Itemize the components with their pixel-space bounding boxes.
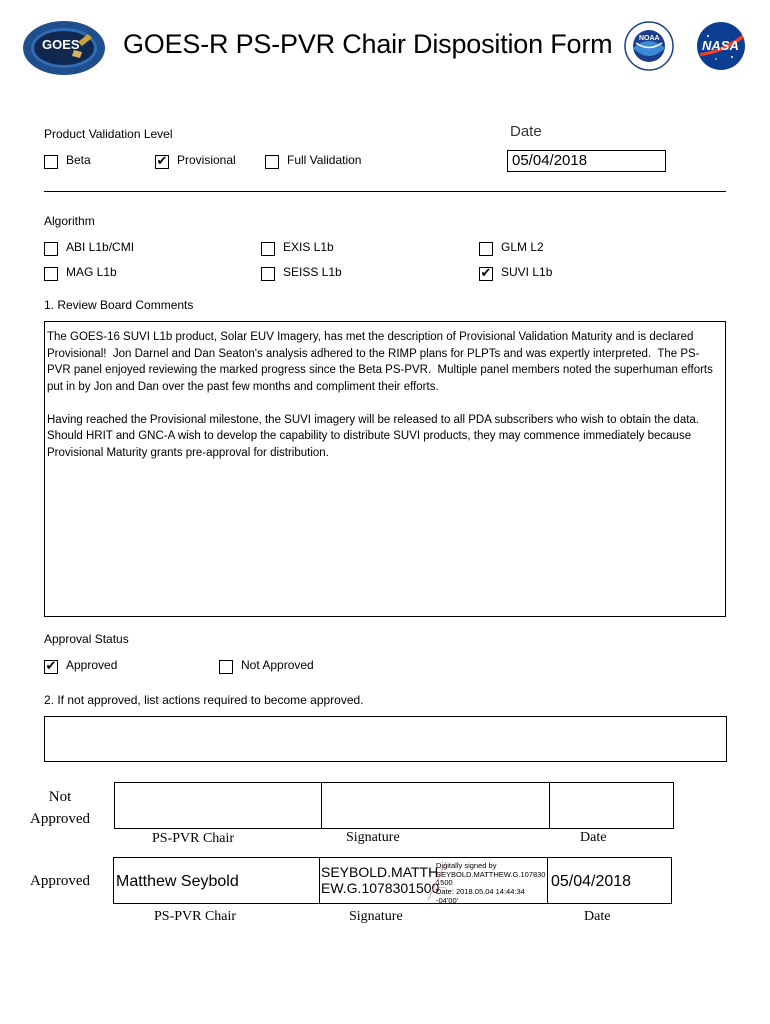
goes-logo-text: GOES (42, 37, 80, 52)
checkbox-seiss-l1b-label: SEISS L1b (283, 265, 342, 279)
digital-sig-line-4: Date: 2018.05.04 14:44:34 -04'00' (436, 887, 525, 905)
checkbox-beta[interactable] (44, 155, 58, 169)
approved-chair-field[interactable] (113, 857, 320, 904)
approved-signature-value (321, 864, 439, 896)
checkbox-provisional[interactable] (155, 155, 169, 169)
goes-r-logo (22, 20, 106, 76)
digital-sig-line-2: SEYBOLD.MATTHEW.G.107830 (436, 869, 546, 879)
checkmark-icon: ✔ (45, 659, 57, 674)
checkmark-icon: ✔ (480, 266, 492, 281)
signature-line-2: EW.G.1078301500 (321, 880, 440, 896)
checkbox-glm-l2-label: GLM L2 (501, 240, 544, 254)
nasa-logo-text: NASA (702, 38, 739, 53)
digital-sig-line-1: Digitally signed by (436, 861, 497, 870)
not-approved-label-line2: Approved (30, 811, 90, 827)
not-approved-date-field[interactable] (549, 782, 674, 829)
checkbox-suvi-l1b[interactable] (479, 267, 493, 281)
not-approved-chair-field[interactable] (114, 782, 322, 829)
not-approved-chair-caption: PS-PVR Chair (152, 831, 235, 846)
validation-heading: Product Validation Level (44, 127, 173, 141)
checkbox-seiss-l1b[interactable] (261, 267, 275, 281)
not-approved-signature-field[interactable] (321, 782, 550, 829)
checkbox-exis-l1b[interactable] (261, 242, 275, 256)
approved-signature-caption: Signature (349, 909, 403, 924)
approved-date-caption: Date (584, 909, 611, 924)
section-divider (44, 191, 726, 192)
date-field[interactable] (507, 150, 666, 172)
noaa-logo (624, 21, 674, 71)
approved-signature-field[interactable] (319, 857, 548, 904)
checkbox-abi-l1b-cmi[interactable] (44, 242, 58, 256)
checkbox-not-approved-label: Not Approved (241, 658, 314, 672)
not-approved-date-caption: Date (580, 830, 607, 845)
date-value: 05/04/2018 (512, 152, 588, 169)
approved-chair-caption: PS-PVR Chair (154, 909, 237, 924)
algorithm-heading: Algorithm (44, 214, 95, 228)
noaa-logo-text: NOAA (639, 35, 660, 42)
checkmark-icon: ✔ (156, 154, 168, 169)
signature-line-1: SEYBOLD.MATTH (321, 864, 439, 880)
actions-field[interactable] (44, 716, 727, 762)
checkbox-provisional-label: Provisional (177, 153, 236, 167)
checkbox-approved[interactable] (44, 660, 58, 674)
approval-heading: Approval Status (44, 632, 129, 646)
digital-signature-block (436, 862, 547, 906)
checkbox-glm-l2[interactable] (479, 242, 493, 256)
page-title: GOES-R PS-PVR Chair Disposition Form (123, 29, 613, 59)
checkbox-abi-l1b-cmi-label: ABI L1b/CMI (66, 240, 135, 254)
not-approved-label-line1: Not (48, 789, 72, 805)
checkbox-approved-label: Approved (66, 658, 118, 672)
checkbox-beta-label: Beta (66, 153, 91, 167)
checkbox-suvi-l1b-label: SUVI L1b (501, 265, 553, 279)
comments-heading: 1. Review Board Comments (44, 298, 194, 312)
checkbox-mag-l1b[interactable] (44, 267, 58, 281)
date-heading: Date (510, 123, 542, 140)
checkbox-not-approved[interactable] (219, 660, 233, 674)
approved-row-label: Approved (30, 873, 90, 889)
comments-textarea[interactable]: The GOES-16 SUVI L1b product, Solar EUV Imagery, has met the description of Provisional Validation Maturity and is declared Provisional! Jon Darnel and Dan Seaton's analysis adhered to the RIMP plans for PLPTs and was expertly interpreted. The PS-PVR panel enjoyed reviewing the marked progress since the Beta PS-PVR. Multiple panel members noted the superhuman efforts put in by Jon and Dan over the past few months and compliment their efforts. Having reached the Provisional milestone, the SUVI imagery will be released to all PDA subscribers who wish to obtain the data. Should HRIT and GNC-A wish to develop the capability to distribute SUVI products, they may commence immediately because Provisional Maturity grants pre-approval for distribution. (44, 321, 726, 617)
nasa-logo (694, 21, 748, 71)
checkbox-full-validation[interactable] (265, 155, 279, 169)
checkbox-mag-l1b-label: MAG L1b (66, 265, 117, 279)
actions-heading: 2. If not approved, list actions required to become approved. (44, 693, 364, 707)
not-approved-signature-caption: Signature (346, 830, 400, 845)
not-approved-row-label (28, 786, 92, 830)
checkbox-full-validation-label: Full Validation (287, 153, 362, 167)
approved-date-value: 05/04/2018 (551, 873, 632, 890)
digital-sig-line-3: 1500 (436, 878, 453, 888)
approved-chair-value: Matthew Seybold (116, 873, 239, 890)
checkbox-exis-l1b-label: EXIS L1b (283, 240, 334, 254)
approved-date-field[interactable] (547, 857, 672, 904)
